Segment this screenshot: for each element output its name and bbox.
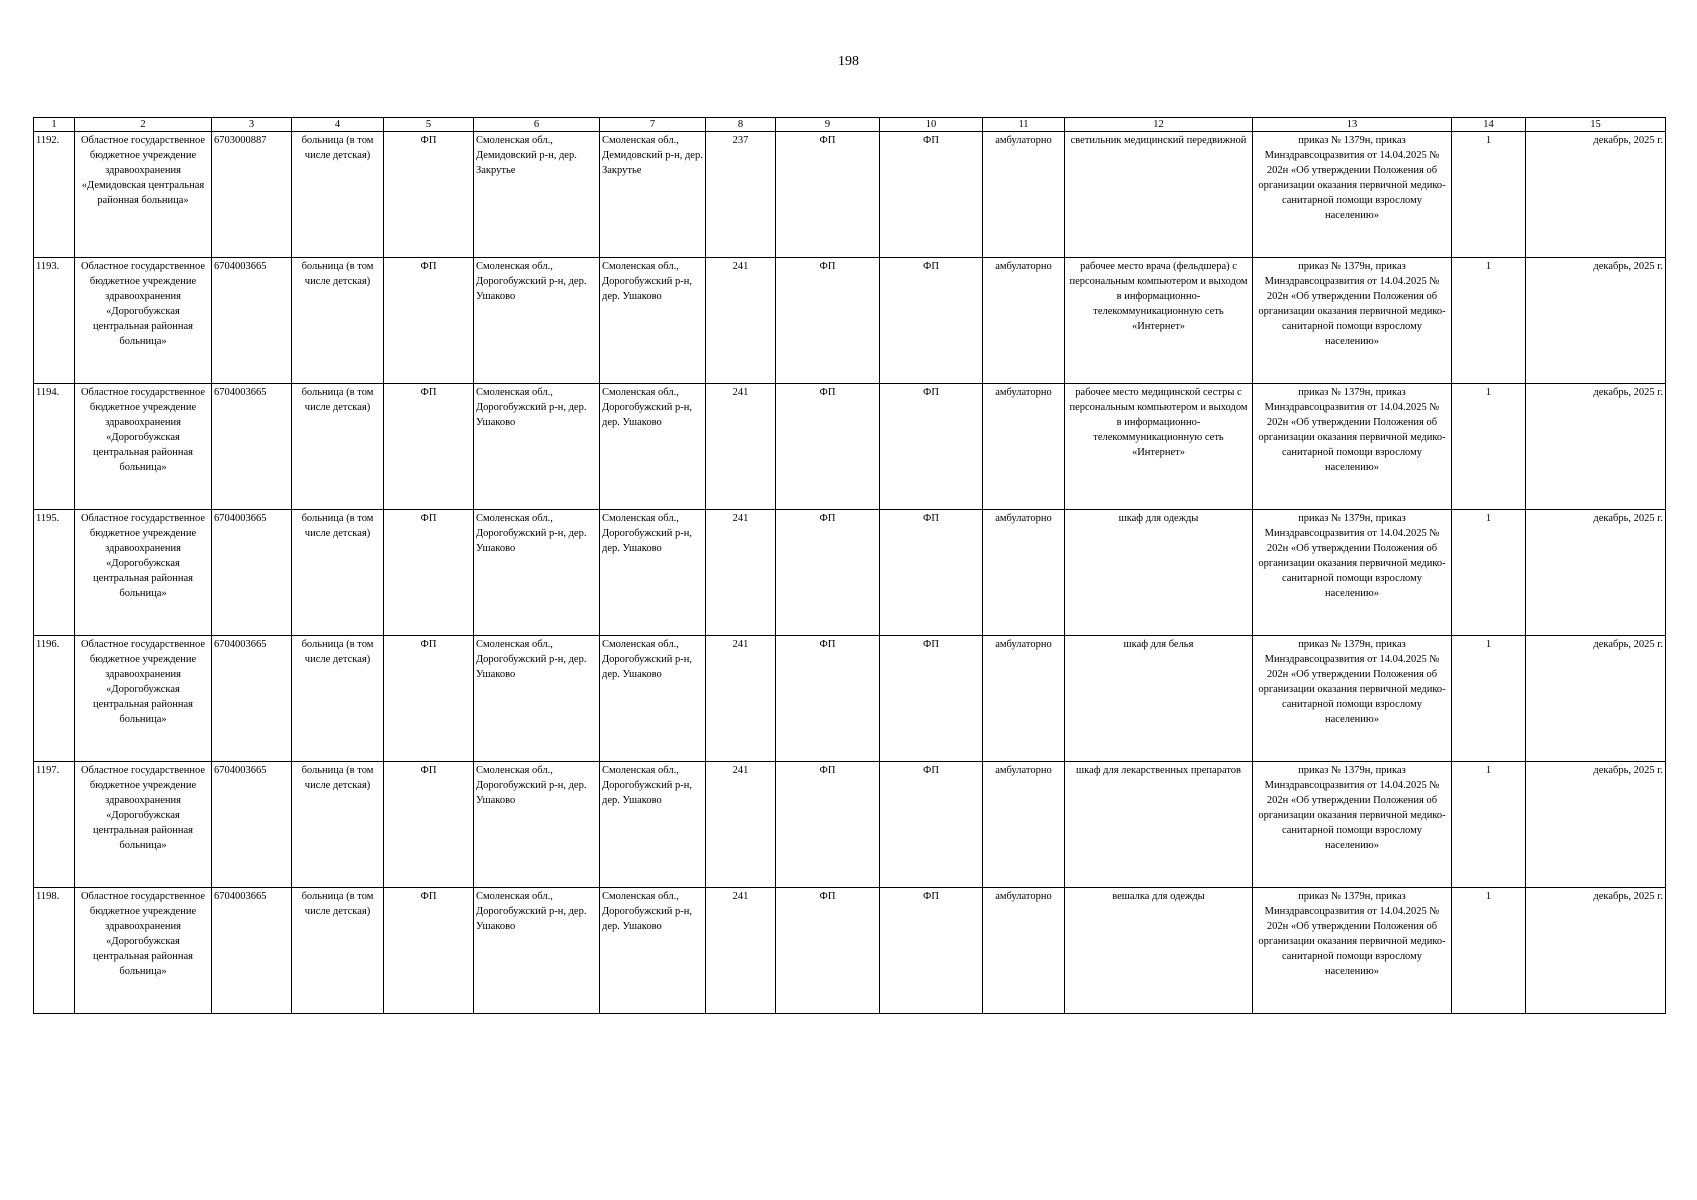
inn-cell: 6704003665 [212,384,292,510]
column-number-cell: 10 [880,118,983,132]
column-number-cell: 13 [1253,118,1452,132]
equipment-cell: рабочее место медицинской сестры с персональным компьютером и выходом в информационно-телекоммуникационную сеть «Интернет» [1065,384,1253,510]
unit-cell: ФП [384,510,474,636]
column-number-cell: 2 [75,118,212,132]
address-cell-2: Смоленская обл., Дорогобужский р-н, дер. Ушаково [600,888,706,1014]
quantity-cell: 1 [1452,258,1526,384]
col9-cell: ФП [776,636,880,762]
equipment-cell: шкаф для лекарственных препаратов [1065,762,1253,888]
order-reference-cell: приказ № 1379н, приказ Минздравсоцразвития от 14.04.2025 № 202н «Об утверждении Положения об организации оказания первичной медико-санитарной помощи взрослому населению» [1253,132,1452,258]
inn-cell: 6704003665 [212,762,292,888]
facility-type-cell: больница (в том числе детская) [292,258,384,384]
inn-cell: 6704003665 [212,258,292,384]
unit-cell: ФП [384,384,474,510]
quantity-cell: 1 [1452,888,1526,1014]
row-number-cell: 1194. [34,384,75,510]
unit-cell: ФП [384,762,474,888]
inn-cell: 6703000887 [212,132,292,258]
care-form-cell: амбулаторно [983,510,1065,636]
col10-cell: ФП [880,132,983,258]
row-number-cell: 1196. [34,636,75,762]
table-row [34,384,1666,510]
equipment-cell: рабочее место врача (фельдшера) с персональным компьютером и выходом в информационно-телекоммуникационную сеть «Интернет» [1065,258,1253,384]
table-row [34,636,1666,762]
unit-cell: ФП [384,132,474,258]
equipment-cell: вешалка для одежды [1065,888,1253,1014]
facility-type-cell: больница (в том числе детская) [292,132,384,258]
organization-cell: Областное государственное бюджетное учреждение здравоохранения «Дорогобужская центральная районная больница» [75,636,212,762]
quantity-cell: 1 [1452,762,1526,888]
column-number-cell: 11 [983,118,1065,132]
inn-cell: 6704003665 [212,510,292,636]
code-cell: 241 [706,258,776,384]
facility-type-cell: больница (в том числе детская) [292,636,384,762]
code-cell: 241 [706,762,776,888]
order-reference-cell: приказ № 1379н, приказ Минздравсоцразвития от 14.04.2025 № 202н «Об утверждении Положения об организации оказания первичной медико-санитарной помощи взрослому населению» [1253,510,1452,636]
facility-type-cell: больница (в том числе детская) [292,888,384,1014]
column-number-cell: 7 [600,118,706,132]
care-form-cell: амбулаторно [983,258,1065,384]
order-reference-cell: приказ № 1379н, приказ Минздравсоцразвития от 14.04.2025 № 202н «Об утверждении Положения об организации оказания первичной медико-санитарной помощи взрослому населению» [1253,384,1452,510]
code-cell: 241 [706,384,776,510]
care-form-cell: амбулаторно [983,384,1065,510]
row-number-cell: 1197. [34,762,75,888]
column-number-cell: 4 [292,118,384,132]
address-cell-2: Смоленская обл., Дорогобужский р-н, дер. Ушаково [600,384,706,510]
date-cell: декабрь, 2025 г. [1526,132,1666,258]
address-cell-2: Смоленская обл., Дорогобужский р-н, дер. Ушаково [600,762,706,888]
address-cell-2: Смоленская обл., Дорогобужский р-н, дер. Ушаково [600,258,706,384]
organization-cell: Областное государственное бюджетное учреждение здравоохранения «Дорогобужская центральная районная больница» [75,888,212,1014]
col9-cell: ФП [776,762,880,888]
address-cell-2: Смоленская обл., Дорогобужский р-н, дер. Ушаково [600,636,706,762]
table-row [34,888,1666,1014]
address-cell: Смоленская обл., Дорогобужский р-н, дер. Ушаково [474,636,600,762]
code-cell: 237 [706,132,776,258]
quantity-cell: 1 [1452,384,1526,510]
column-number-cell: 6 [474,118,600,132]
row-number-cell: 1192. [34,132,75,258]
quantity-cell: 1 [1452,510,1526,636]
date-cell: декабрь, 2025 г. [1526,510,1666,636]
organization-cell: Областное государственное бюджетное учреждение здравоохранения «Демидовская центральная районная больница» [75,132,212,258]
care-form-cell: амбулаторно [983,132,1065,258]
column-number-cell: 3 [212,118,292,132]
col9-cell: ФП [776,888,880,1014]
column-number-cell: 8 [706,118,776,132]
facility-type-cell: больница (в том числе детская) [292,762,384,888]
equipment-cell: шкаф для белья [1065,636,1253,762]
address-cell-2: Смоленская обл., Дорогобужский р-н, дер. Ушаково [600,510,706,636]
address-cell: Смоленская обл., Дорогобужский р-н, дер. Ушаково [474,762,600,888]
code-cell: 241 [706,510,776,636]
code-cell: 241 [706,888,776,1014]
inn-cell: 6704003665 [212,636,292,762]
facility-type-cell: больница (в том числе детская) [292,384,384,510]
date-cell: декабрь, 2025 г. [1526,636,1666,762]
address-cell: Смоленская обл., Дорогобужский р-н, дер. Ушаково [474,888,600,1014]
care-form-cell: амбулаторно [983,888,1065,1014]
row-number-cell: 1193. [34,258,75,384]
col9-cell: ФП [776,258,880,384]
facility-type-cell: больница (в том числе детская) [292,510,384,636]
order-reference-cell: приказ № 1379н, приказ Минздравсоцразвития от 14.04.2025 № 202н «Об утверждении Положения об организации оказания первичной медико-санитарной помощи взрослому населению» [1253,888,1452,1014]
equipment-cell: шкаф для одежды [1065,510,1253,636]
col10-cell: ФП [880,510,983,636]
col9-cell: ФП [776,510,880,636]
column-number-cell: 14 [1452,118,1526,132]
col10-cell: ФП [880,384,983,510]
care-form-cell: амбулаторно [983,762,1065,888]
column-number-row [34,118,1666,132]
column-number-cell: 1 [34,118,75,132]
column-number-cell: 15 [1526,118,1666,132]
col9-cell: ФП [776,132,880,258]
row-number-cell: 1198. [34,888,75,1014]
care-form-cell: амбулаторно [983,636,1065,762]
col10-cell: ФП [880,888,983,1014]
column-number-cell: 5 [384,118,474,132]
code-cell: 241 [706,636,776,762]
table-row [34,510,1666,636]
unit-cell: ФП [384,258,474,384]
organization-cell: Областное государственное бюджетное учреждение здравоохранения «Дорогобужская центральная районная больница» [75,258,212,384]
column-number-cell: 9 [776,118,880,132]
address-cell: Смоленская обл., Дорогобужский р-н, дер. Ушаково [474,258,600,384]
table-row [34,762,1666,888]
organization-cell: Областное государственное бюджетное учреждение здравоохранения «Дорогобужская центральная районная больница» [75,510,212,636]
page-number: 198 [838,54,859,69]
equipment-registry-table [33,117,1666,1014]
order-reference-cell: приказ № 1379н, приказ Минздравсоцразвития от 14.04.2025 № 202н «Об утверждении Положения об организации оказания первичной медико-санитарной помощи взрослому населению» [1253,762,1452,888]
organization-cell: Областное государственное бюджетное учреждение здравоохранения «Дорогобужская центральная районная больница» [75,762,212,888]
table-row [34,258,1666,384]
address-cell: Смоленская обл., Дорогобужский р-н, дер. Ушаково [474,384,600,510]
col9-cell: ФП [776,384,880,510]
organization-cell: Областное государственное бюджетное учреждение здравоохранения «Дорогобужская центральная районная больница» [75,384,212,510]
equipment-cell: светильник медицинский передвижной [1065,132,1253,258]
date-cell: декабрь, 2025 г. [1526,888,1666,1014]
quantity-cell: 1 [1452,132,1526,258]
row-number-cell: 1195. [34,510,75,636]
order-reference-cell: приказ № 1379н, приказ Минздравсоцразвития от 14.04.2025 № 202н «Об утверждении Положения об организации оказания первичной медико-санитарной помощи взрослому населению» [1253,258,1452,384]
order-reference-cell: приказ № 1379н, приказ Минздравсоцразвития от 14.04.2025 № 202н «Об утверждении Положения об организации оказания первичной медико-санитарной помощи взрослому населению» [1253,636,1452,762]
quantity-cell: 1 [1452,636,1526,762]
address-cell-2: Смоленская обл., Демидовский р-н, дер. Закрутье [600,132,706,258]
col10-cell: ФП [880,258,983,384]
unit-cell: ФП [384,888,474,1014]
address-cell: Смоленская обл., Дорогобужский р-н, дер. Ушаково [474,510,600,636]
col10-cell: ФП [880,762,983,888]
inn-cell: 6704003665 [212,888,292,1014]
date-cell: декабрь, 2025 г. [1526,762,1666,888]
date-cell: декабрь, 2025 г. [1526,384,1666,510]
column-number-cell: 12 [1065,118,1253,132]
table-row [34,132,1666,258]
address-cell: Смоленская обл., Демидовский р-н, дер. Закрутье [474,132,600,258]
col10-cell: ФП [880,636,983,762]
unit-cell: ФП [384,636,474,762]
date-cell: декабрь, 2025 г. [1526,258,1666,384]
